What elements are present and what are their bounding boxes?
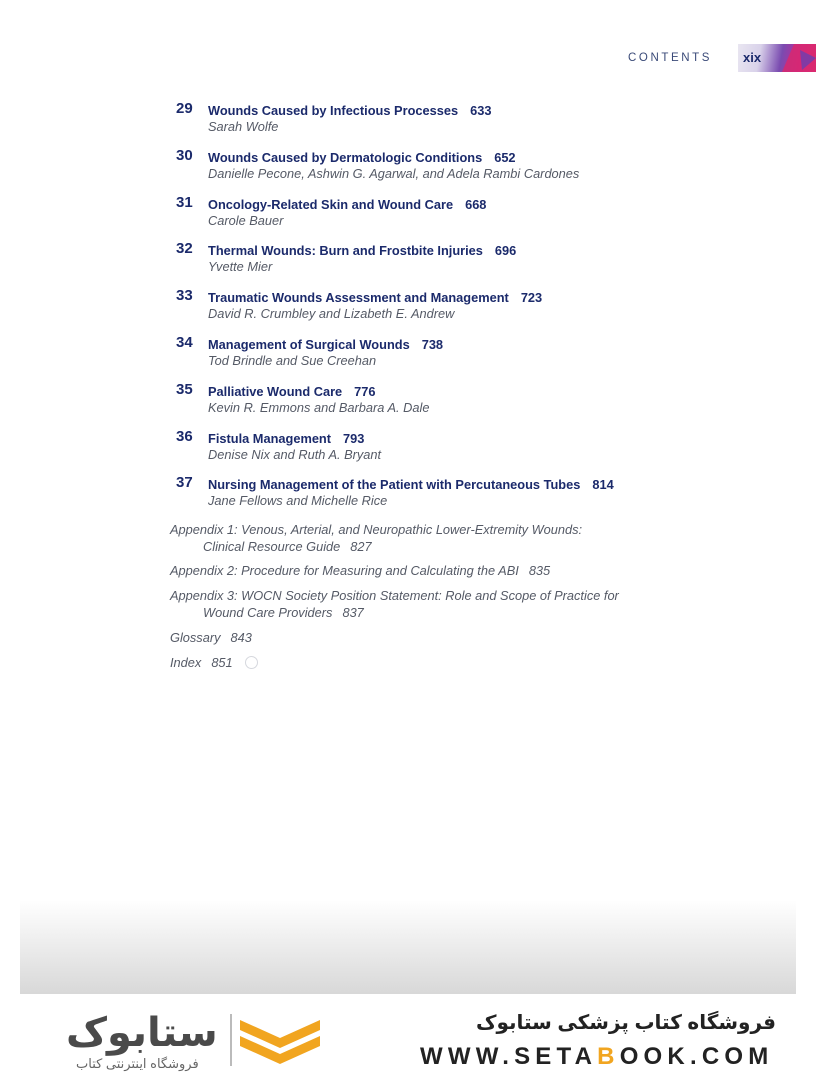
store-logo-subtitle: فروشگاه اینترنتی کتاب [76,1056,199,1071]
footer-fade [20,900,796,994]
logo-divider [230,1014,232,1066]
chapter-entry-30[interactable] [176,147,696,194]
header-page-tab [738,44,816,72]
glossary-entry[interactable] [170,629,670,646]
index-page: 851 [211,655,233,670]
appendix-2-title: Appendix 2: Procedure for Measuring and Calculating the ABI [170,563,519,578]
appendix-2-page: 835 [528,563,551,578]
store-url-part2: OOK.COM [619,1043,774,1070]
chapter-title[interactable]: Wounds Caused by Dermatologic Conditions [208,149,483,165]
chapter-entry-37[interactable] [176,474,696,521]
chapter-authors: David R. Crumbley and Lizabeth E. Andrew [208,306,455,322]
store-url[interactable] [420,1043,773,1071]
chapter-number: 33 [176,287,193,305]
chapter-title[interactable]: Wounds Caused by Infectious Processes [208,103,459,118]
chapter-page: 793 [343,430,365,446]
chapter-number: 32 [176,240,193,258]
chapter-page: 814 [592,477,614,493]
store-url-highlight: B [597,1043,620,1070]
chapter-entry-33[interactable] [176,287,696,334]
appendix-1-title: Appendix 1: Venous, Arterial, and Neuropathic Lower-Extremity Wounds: [170,522,583,537]
chapter-authors: Kevin R. Emmons and Barbara A. Dale [208,399,430,415]
chapter-title[interactable]: Palliative Wound Care [208,383,343,399]
chapter-authors: Sarah Wolfe [208,119,279,134]
chapter-entry-32[interactable] [176,240,696,287]
chapter-authors: Jane Fellows and Michelle Rice [208,493,388,509]
chapter-title[interactable]: Oncology-Related Skin and Wound Care [208,196,454,212]
circle-marker-icon [245,656,258,669]
header-page-number: xix [743,50,762,65]
appendix-1-entry[interactable] [170,521,670,555]
chapter-entry-29[interactable] [176,100,696,147]
header-label: CONTENTS [628,52,713,64]
chapter-page: 633 [470,103,492,118]
store-logo[interactable] [58,1010,328,1072]
chapter-entry-31[interactable] [176,194,696,241]
appendix-3-subtitle: Wound Care Providers [203,605,333,620]
chapter-title[interactable]: Management of Surgical Wounds [208,336,410,352]
appendix-3-page: 837 [342,605,364,620]
chapter-title[interactable]: Fistula Management [208,430,332,446]
chapter-entry-36[interactable] [176,428,696,475]
chapter-authors: Carole Bauer [208,212,284,228]
chapter-number: 36 [176,427,193,445]
chapter-page: 668 [465,196,487,212]
chapter-number: 37 [176,474,193,492]
chapter-title[interactable]: Nursing Management of the Patient with Percutaneous Tubes [208,477,581,493]
book-chevron-icon [240,1016,320,1068]
chapter-entry-35[interactable] [176,381,696,428]
appendix-2-entry[interactable] [170,562,670,579]
chapter-authors: Denise Nix and Ruth A. Bryant [208,446,382,462]
store-url-part1: WWW.SETA [420,1043,598,1070]
chapter-page: 738 [421,336,444,352]
chapter-number: 30 [176,146,193,164]
chapter-number: 29 [176,100,193,117]
chapter-page: 652 [494,149,516,165]
appendix-3-title: Appendix 3: WOCN Society Position Statement: Role and Scope of Practice for [170,588,619,603]
chapter-authors: Tod Brindle and Sue Creehan [208,352,377,368]
chapter-entry-34[interactable] [176,334,696,381]
appendix-1-page: 827 [350,539,372,554]
header-decoration-icon [776,44,816,72]
store-name-fa: فروشگاه کتاب پزشکی ستابوک [475,1012,776,1034]
index-entry[interactable] [170,654,670,671]
appendix-3-entry[interactable] [170,587,670,621]
chapter-number: 31 [176,193,193,211]
chapter-title[interactable]: Thermal Wounds: Burn and Frostbite Injuries [208,243,483,259]
chapter-page: 723 [520,290,543,306]
appendix-1-subtitle: Clinical Resource Guide [203,539,341,554]
glossary-label: Glossary [170,630,221,645]
chapter-page: 776 [354,383,376,399]
chapter-title[interactable]: Traumatic Wounds Assessment and Management [208,290,509,306]
chapter-authors: Danielle Pecone, Ashwin G. Agarwal, and Adela Rambi Cardones [208,165,580,181]
chapter-list [176,100,696,521]
chapter-number: 34 [176,333,193,351]
chapter-authors: Yvette Mier [208,259,273,275]
backmatter-list [170,521,670,671]
glossary-page: 843 [230,630,252,645]
chapter-page: 696 [494,243,517,259]
chapter-number: 35 [176,380,193,398]
index-label: Index [170,655,202,670]
store-logo-text: ستابوک [66,1011,218,1055]
